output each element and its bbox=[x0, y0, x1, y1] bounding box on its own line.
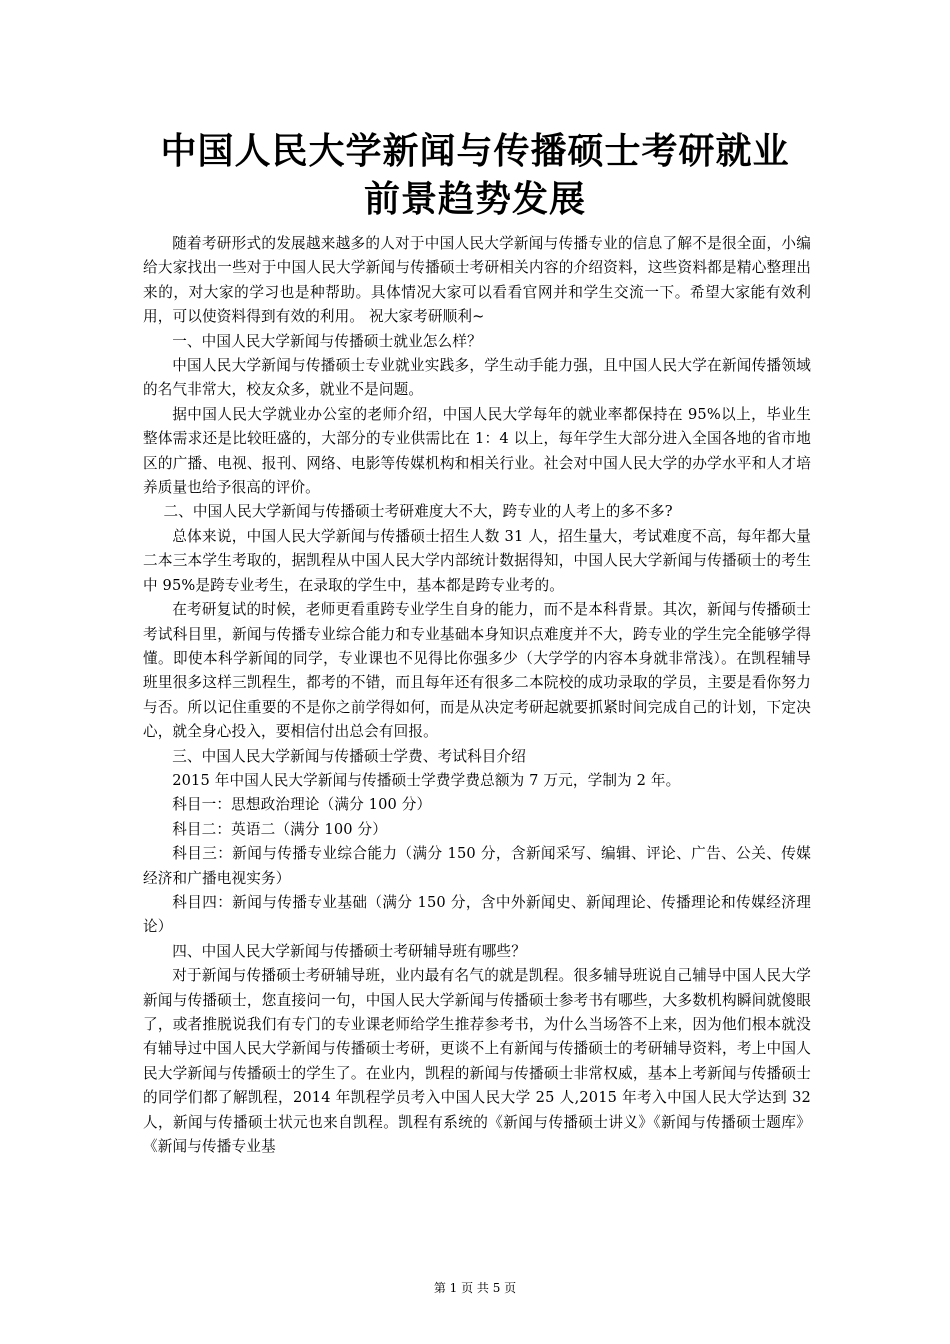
page-footer: 第 1 页 共 5 页 bbox=[433, 1281, 517, 1295]
subject-item: 科目四：新闻与传播专业基础（满分 150 分，含中外新闻史、新闻理论、传播理论和传媒经济理论） bbox=[143, 893, 811, 936]
body-paragraph: 2015 年中国人民大学新闻与传播硕士学费学费总额为 7 万元，学制为 2 年。 bbox=[172, 771, 681, 789]
subject-item: 科目二：英语二（满分 100 分） bbox=[172, 820, 387, 838]
body-paragraph: 总体来说，中国人民大学新闻与传播硕士招生人数 31 人，招生量大，考试难度不高，每年都大量二本三本学生考取的，据凯程从中国人民大学内部统计数据得知，中国人民大学新闻与传播硕士的考生中 95%是跨专业考生，在录取的学生中，基本都是跨专业考的。 bbox=[143, 527, 811, 594]
subject-item: 科目一：思想政治理论（满分 100 分） bbox=[172, 796, 432, 814]
title-line-2: 前景趋势发展 bbox=[363, 179, 586, 220]
section-heading-3: 三、中国人民大学新闻与传播硕士学费、考试科目介绍 bbox=[172, 747, 527, 765]
intro-paragraph: 随着考研形式的发展越来越多的人对于中国人民大学新闻与传播专业的信息了解不是很全面，小编给大家找出一些对于中国人民大学新闻与传播硕士考研相关内容的介绍资料，这些资料都是精心整理出来的，对大家的学习也是种帮助。具体情况大家可以看看官网并和学生交流一下。希望大家能有效利用，可以使资料得到有效的利用。 祝大家考研顺利~ bbox=[143, 235, 811, 326]
section-heading-2: 二、中国人民大学新闻与传播硕士考研难度大不大，跨专业的人考上的多不多? bbox=[163, 503, 673, 521]
body-paragraph: 对于新闻与传播硕士考研辅导班，业内最有名气的就是凯程。很多辅导班说自己辅导中国人民大学新闻与传播硕士，您直接问一句，中国人民大学新闻与传播硕士参考书有哪些，大多数机构瞬间就傻眼了，或者推脱说我们有专门的专业课老师给学生推荐参考书，为什么当场答不上来，因为他们根本就没有辅导过中国人民大学新闻与传播硕士考研，更谈不上有新闻与传播硕士的考研辅导资料，考上中国人民大学新闻与传播硕士的学生了。在业内，凯程的新闻与传播硕士非常权威，基本上考新闻与传播硕士的同学们都了解凯程，2014 年凯程学员考入中国人民大学 25 人,2015 年考入中国人民大学达到 32 人，新闻与传播硕士状元也来自凯程。凯程有系统的《新闻与传播硕士讲义》《新闻与传播硕士题库》《新闻与传播专业基 bbox=[143, 967, 811, 1156]
title-line-1: 中国人民大学新闻与传播硕士考研就业 bbox=[160, 131, 790, 172]
body-paragraph: 据中国人民大学就业办公室的老师介绍，中国人民大学每年的就业率都保持在 95%以上，毕业生整体需求还是比较旺盛的，大部分的专业供需比在 1：4 以上，每年学生大部分进入全国各地的省市地区的广播、电视、报刊、网络、电影等传媒机构和相关行业。社会对中国人民大学的办学水平和人才培养质量也给予很高的评价。 bbox=[143, 405, 811, 497]
section-heading-4: 四、中国人民大学新闻与传播硕士考研辅导班有哪些？ bbox=[172, 942, 527, 960]
body-paragraph: 在考研复试的时候，老师更看重跨专业学生自身的能力，而不是本科背景。其次，新闻与传播硕士考试科目里，新闻与传播专业综合能力和专业基础本身知识点难度并不大，跨专业的学生完全能够学得懂。即使本科学新闻的同学，专业课也不见得比你强多少（大学学的内容本身就非常浅）。在凯程辅导班里很多这样三凯程生，都考的不错，而且每年还有很多二本院校的成功录取的学员，主要是看你努力与否。所以记住重要的不是你之前学得如何，而是从决定考研起就要抓紧时间完成自己的计划，下定决心，就全身心投入，要相信付出总会有回报。 bbox=[143, 601, 811, 741]
section-heading-1: 一、中国人民大学新闻与传播硕士就业怎么样？ bbox=[172, 332, 482, 350]
document-title bbox=[100, 128, 850, 224]
document-body bbox=[143, 232, 811, 1159]
body-paragraph: 中国人民大学新闻与传播硕士专业就业实践多，学生动手能力强，且中国人民大学在新闻传播领域的名气非常大，校友众多，就业不是问题。 bbox=[143, 357, 811, 399]
subject-item: 科目三：新闻与传播专业综合能力（满分 150 分，含新闻采写、编辑、评论、广告、公关、传媒经济和广播电视实务） bbox=[143, 845, 811, 887]
